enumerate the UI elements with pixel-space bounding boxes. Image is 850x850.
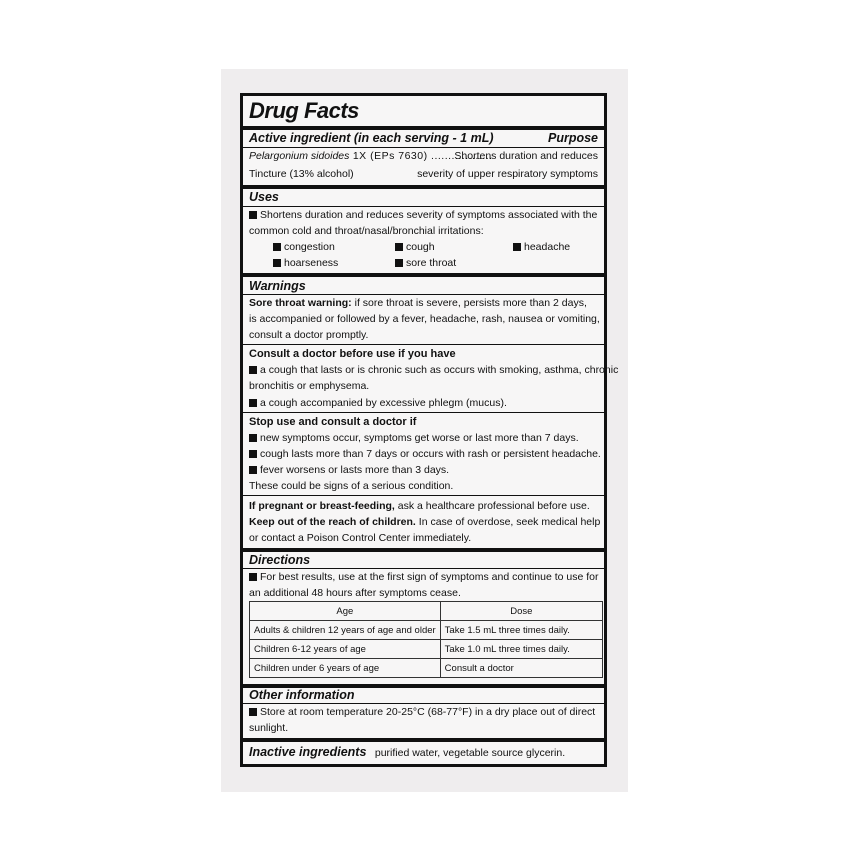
- bullet-icon: [249, 434, 257, 442]
- bullet-icon: [273, 243, 281, 251]
- dose-column-header: Dose: [440, 602, 602, 621]
- tincture-text: Tincture (13% alcohol): [249, 168, 354, 180]
- table-header-row: [250, 602, 603, 621]
- other-info-heading: Other information: [249, 688, 355, 702]
- bullet-icon: [513, 243, 521, 251]
- warnings-heading: Warnings: [249, 279, 306, 293]
- inactive-ingredients-text: purified water, vegetable source glycerin.: [374, 747, 566, 759]
- directions-heading: Directions: [249, 553, 311, 567]
- sore-throat-warning-l1: Sore throat warning: if sore throat is severe, persists more than 2 days,: [249, 297, 587, 309]
- purpose-line-2: severity of upper respiratory symptoms: [417, 168, 598, 180]
- drug-facts-panel: [240, 93, 619, 767]
- active-ingredient-header: [249, 131, 598, 145]
- uses-heading: Uses: [249, 190, 279, 204]
- divider: [243, 738, 604, 742]
- symptom-headache: headache: [513, 239, 598, 256]
- purpose-heading: Purpose: [547, 131, 598, 145]
- tincture-line: [249, 166, 598, 183]
- symptom-cough: cough: [395, 239, 598, 256]
- age-column-header: Age: [250, 602, 441, 621]
- divider: [243, 495, 604, 496]
- other-info-line-1: Store at room temperature 20-25°C (68-77°F) in a dry place out of direct: [249, 704, 598, 721]
- dose-cell: Consult a doctor: [440, 659, 602, 678]
- inactive-ingredients-line: [249, 743, 598, 762]
- consult-bullet-1-cont: bronchitis or emphysema.: [249, 380, 370, 392]
- keep-out-line-2: or contact a Poison Control Center immediately.: [249, 532, 472, 544]
- stop-note: These could be signs of a serious condition.: [249, 480, 454, 492]
- table-row: [250, 621, 603, 640]
- bullet-icon: [273, 259, 281, 267]
- age-cell: Children 6-12 years of age: [250, 640, 441, 659]
- drug-facts-title: Drug Facts: [249, 98, 359, 123]
- divider: [243, 126, 604, 130]
- divider: [243, 412, 604, 413]
- divider: [243, 344, 604, 345]
- directions-line-2: an additional 48 hours after symptoms cease.: [249, 587, 461, 599]
- stop-use-heading: Stop use and consult a doctor if: [249, 416, 417, 428]
- divider: [243, 548, 604, 552]
- uses-line-2: common cold and throat/nasal/bronchial irritations:: [249, 225, 484, 237]
- bullet-icon: [249, 573, 257, 581]
- symptom-sore-throat: sore throat: [395, 255, 598, 272]
- purpose-line-1: Shortens duration and reduces: [454, 150, 598, 162]
- other-info-line-2: sunlight.: [249, 722, 289, 734]
- consult-bullet-2: a cough accompanied by excessive phlegm (mucus).: [249, 395, 598, 412]
- table-row: [250, 640, 603, 659]
- keep-out-line: Keep out of the reach of children. In case of overdose, seek medical help: [249, 516, 601, 528]
- bullet-icon: [249, 466, 257, 474]
- age-cell: Children under 6 years of age: [250, 659, 441, 678]
- bullet-icon: [249, 450, 257, 458]
- uses-line-1: Shortens duration and reduces severity of symptoms associated with the: [249, 207, 598, 224]
- bullet-icon: [249, 366, 257, 374]
- table-row: [250, 659, 603, 678]
- sore-throat-warning-l2: is accompanied or followed by a fever, headache, rash, nausea or vomiting,: [249, 313, 600, 325]
- inactive-ingredients-heading: Inactive ingredients: [249, 745, 367, 759]
- active-ingredient-heading: Active ingredient (in each serving - 1 mL): [249, 131, 494, 145]
- bullet-icon: [249, 211, 257, 219]
- directions-line-1: For best results, use at the first sign of symptoms and continue to use for: [249, 569, 598, 586]
- bullet-icon: [249, 399, 257, 407]
- divider: [243, 185, 604, 189]
- pregnant-line: If pregnant or breast-feeding, ask a healthcare professional before use.: [249, 500, 590, 512]
- symptom-hoarseness: hoarseness: [273, 255, 598, 272]
- stop-bullet-1: new symptoms occur, symptoms get worse or last more than 7 days.: [249, 430, 598, 447]
- bullet-icon: [395, 259, 403, 267]
- symptom-congestion: congestion: [273, 239, 598, 256]
- ingredient-strength: 1X (EPs 7630) ..................: [349, 150, 493, 162]
- dosage-table: [249, 601, 603, 678]
- dose-cell: Take 1.5 mL three times daily.: [440, 621, 602, 640]
- stop-bullet-2: cough lasts more than 7 days or occurs with rash or persistent headache.: [249, 446, 598, 463]
- divider: [243, 273, 604, 277]
- ingredient-name: Pelargonium sidoides: [249, 150, 350, 162]
- bullet-icon: [395, 243, 403, 251]
- consult-bullet-1: a cough that lasts or is chronic such as occurs with smoking, asthma, chronic: [249, 362, 598, 379]
- dose-cell: Take 1.0 mL three times daily.: [440, 640, 602, 659]
- stop-bullet-3: fever worsens or lasts more than 3 days.: [249, 462, 598, 479]
- bullet-icon: [249, 708, 257, 716]
- age-cell: Adults & children 12 years of age and older: [250, 621, 441, 640]
- active-ingredient-line: [249, 148, 598, 165]
- sore-throat-warning-l3: consult a doctor promptly.: [249, 329, 369, 341]
- consult-heading: Consult a doctor before use if you have: [249, 348, 456, 360]
